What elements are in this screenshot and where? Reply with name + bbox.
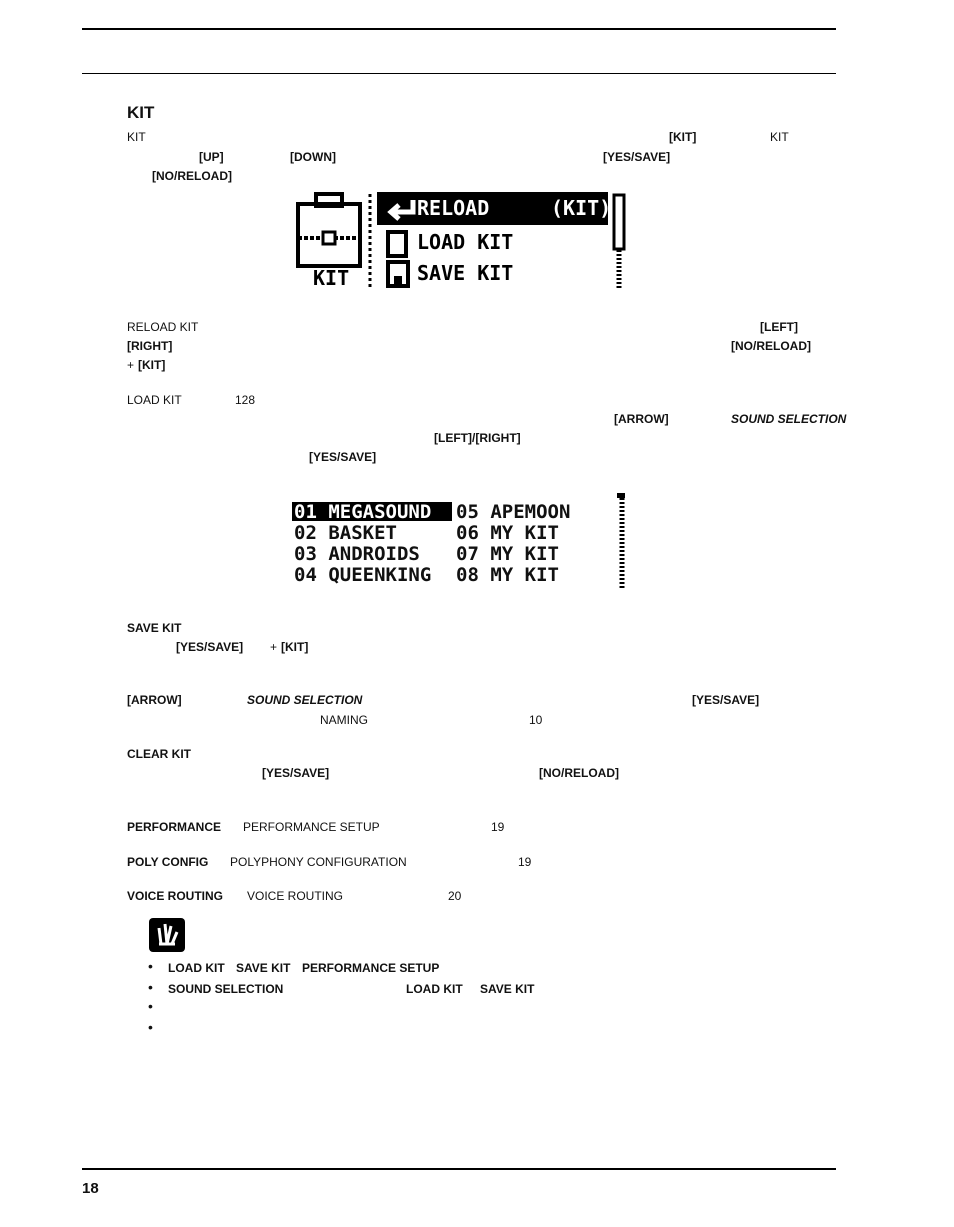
kit-slot-04[interactable]: 04 QUEENKING (294, 564, 432, 586)
note-b1-performance-setup: PERFORMANCE SETUP (302, 961, 440, 975)
hand-note-icon (149, 918, 185, 952)
intro-kit-button: [KIT] (669, 130, 697, 144)
note-bullet-2: • (148, 979, 153, 995)
save-sound-selection: SOUND SELECTION (247, 693, 363, 707)
save-kit-button: [KIT] (281, 640, 309, 654)
kit-slot-08[interactable]: 08 MY KIT (456, 564, 559, 586)
ref-performance-page: 19 (491, 820, 505, 834)
note-bullet-3: • (148, 998, 153, 1014)
ref-voice-routing-term: VOICE ROUTING (127, 889, 224, 903)
save-naming-page: 10 (529, 713, 543, 727)
reload-plus: + (127, 358, 135, 372)
intro-kit: KIT (127, 130, 146, 144)
note-bullet-1: • (148, 958, 153, 974)
intro-yes-save-button: [YES/SAVE] (603, 150, 671, 164)
kit-slot-02[interactable]: 02 BASKET (294, 522, 397, 544)
page-number: 18 (82, 1180, 99, 1197)
load-yes-save-button: [YES/SAVE] (309, 450, 377, 464)
save-yes-save-button: [YES/SAVE] (176, 640, 244, 654)
intro-down-button: [DOWN] (290, 150, 336, 164)
ref-performance-term: PERFORMANCE (127, 820, 222, 834)
intro-no-reload-button: [NO/RELOAD] (152, 169, 232, 183)
note-b1-load-kit: LOAD KIT (168, 961, 225, 975)
menu-item-load-kit[interactable]: LOAD KIT (417, 230, 514, 254)
ref-poly-config-target: POLYPHONY CONFIGURATION (230, 855, 407, 869)
note-b2-load-kit: LOAD KIT (406, 982, 463, 996)
kit-menu-screen (293, 190, 633, 294)
menu-item-save-kit[interactable]: SAVE KIT (417, 261, 514, 285)
kit-slot-05[interactable]: 05 APEMOON (456, 501, 571, 523)
section-title: KIT (127, 103, 155, 122)
reload-right-button: [RIGHT] (127, 339, 173, 353)
note-bullet-4: • (148, 1019, 153, 1035)
kit-slot-07[interactable]: 07 MY KIT (456, 543, 559, 565)
header-rule-bottom (82, 73, 836, 74)
clear-yes-save-button: [YES/SAVE] (262, 766, 330, 780)
kit-icon-label: KIT (313, 266, 350, 290)
load-kit-term: LOAD KIT (127, 393, 182, 407)
ref-poly-config-term: POLY CONFIG (127, 855, 209, 869)
load-arrow-button: [ARROW] (614, 412, 669, 426)
ref-voice-routing-page: 20 (448, 889, 462, 903)
menu-item-reload[interactable]: RELOAD (417, 196, 490, 220)
load-kit-count: 128 (235, 393, 256, 407)
save-yes-save-button-2: [YES/SAVE] (692, 693, 760, 707)
intro-up-button: [UP] (199, 150, 224, 164)
reload-kit-term: RELOAD KIT (127, 320, 199, 334)
ref-performance-target: PERFORMANCE SETUP (243, 820, 380, 834)
note-b2-sound-selection: SOUND SELECTION (168, 982, 284, 996)
save-kit-term: SAVE KIT (127, 621, 182, 635)
note-b1-save-kit: SAVE KIT (236, 961, 291, 975)
kit-list-screen (292, 490, 637, 594)
reload-kit-button: [KIT] (138, 358, 166, 372)
load-leftright-buttons: [LEFT]/[RIGHT] (434, 431, 521, 445)
reload-no-reload-button: [NO/RELOAD] (731, 339, 811, 353)
intro-kit-2: KIT (770, 130, 789, 144)
reload-left-button: [LEFT] (760, 320, 798, 334)
kit-slot-03[interactable]: 03 ANDROIDS (294, 543, 420, 565)
note-b2-save-kit: SAVE KIT (480, 982, 535, 996)
save-plus: + (270, 640, 278, 654)
clear-kit-term: CLEAR KIT (127, 747, 191, 761)
save-naming-ref: NAMING (320, 713, 368, 727)
ref-voice-routing-target: VOICE ROUTING (247, 889, 344, 903)
save-arrow-button: [ARROW] (127, 693, 182, 707)
load-sound-selection: SOUND SELECTION (731, 412, 847, 426)
clear-no-reload-button: [NO/RELOAD] (539, 766, 619, 780)
footer-rule (82, 1168, 836, 1170)
kit-slot-01[interactable]: 01 MEGASOUND (294, 501, 432, 523)
menu-item-reload-suffix: (KIT) (551, 196, 612, 220)
kit-slot-06[interactable]: 06 MY KIT (456, 522, 559, 544)
ref-poly-config-page: 19 (518, 855, 532, 869)
header-rule-top (82, 28, 836, 30)
